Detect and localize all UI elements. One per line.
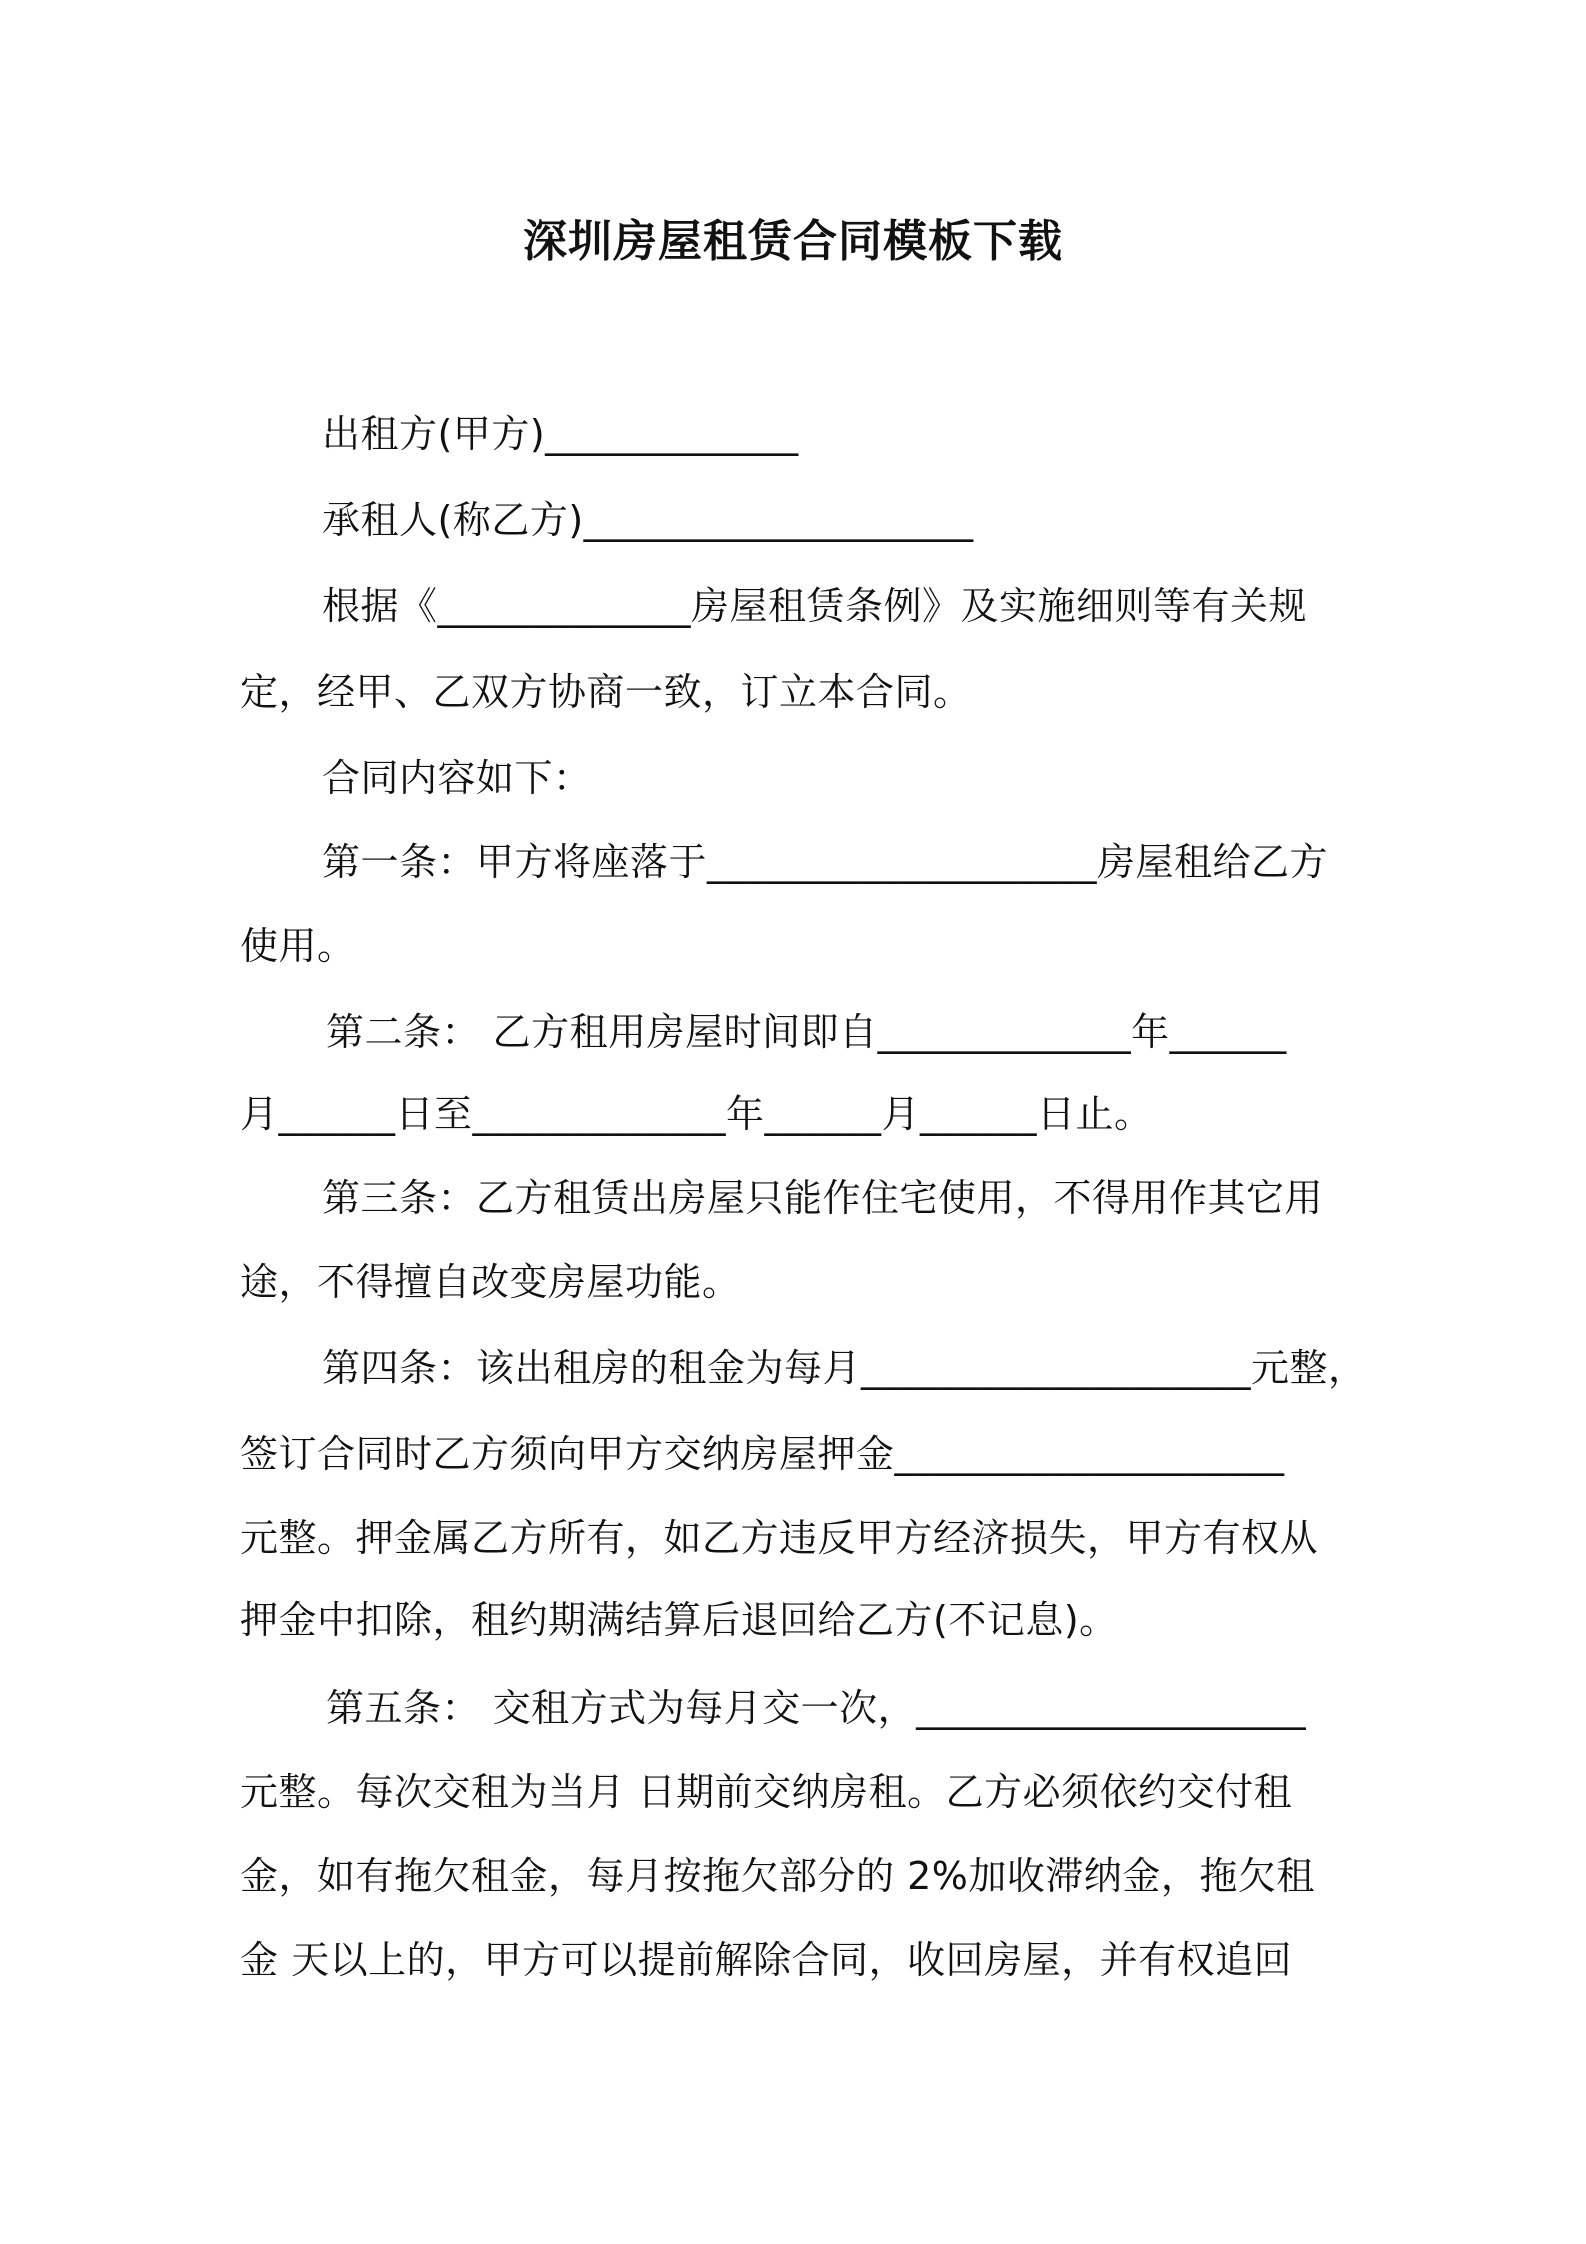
article-4-line-4: 押金中扣除，租约期满结算后退回给乙方(不记息)。	[240, 1598, 1118, 1642]
article-5-line-4: 金 天以上的，甲方可以提前解除合同，收回房屋，并有权追回	[240, 1938, 1293, 1982]
contents-intro: 合同内容如下：	[322, 756, 592, 800]
article-3-line-1: 第三条：乙方租赁出房屋只能作住宅使用，不得用作其它用	[322, 1176, 1324, 1220]
article-4-line-2: 签订合同时乙方须向甲方交纳房屋押金____________________	[240, 1432, 1285, 1476]
document-title: 深圳房屋租赁合同模板下载	[523, 216, 1063, 267]
article-3-line-2: 途，不得擅自改变房屋功能。	[240, 1260, 741, 1304]
basis-line-1: 根据《_____________房屋租赁条例》及实施细则等有关规	[322, 584, 1308, 628]
article-4-line-3: 元整。押金属乙方所有，如乙方违反甲方经济损失，甲方有权从	[240, 1516, 1319, 1560]
article-2-line-1: 第二条： 乙方租用房屋时间即自_____________年______	[326, 1010, 1287, 1054]
article-4-line-1: 第四条：该出租房的租金为每月____________________元整，	[322, 1346, 1367, 1390]
article-5-line-1: 第五条： 交租方式为每月交一次，____________________	[326, 1686, 1307, 1730]
article-1-line-2: 使用。	[240, 924, 356, 968]
article-1-line-1: 第一条：甲方将座落于____________________房屋租给乙方	[322, 840, 1329, 884]
lessee-line: 承租人(称乙方)____________________	[322, 498, 974, 542]
article-2-line-2: 月______日至_____________年______月______日止。	[240, 1092, 1153, 1136]
basis-line-2: 定，经甲、乙双方协商一致，订立本合同。	[240, 670, 972, 714]
article-5-line-2: 元整。每次交租为当月 日期前交纳房租。乙方必须依约交付租	[240, 1770, 1293, 1814]
lessor-line: 出租方(甲方)_____________	[322, 412, 799, 456]
article-5-line-3: 金，如有拖欠租金，每月按拖欠部分的 2%加收滞纳金，拖欠租	[240, 1854, 1315, 1898]
